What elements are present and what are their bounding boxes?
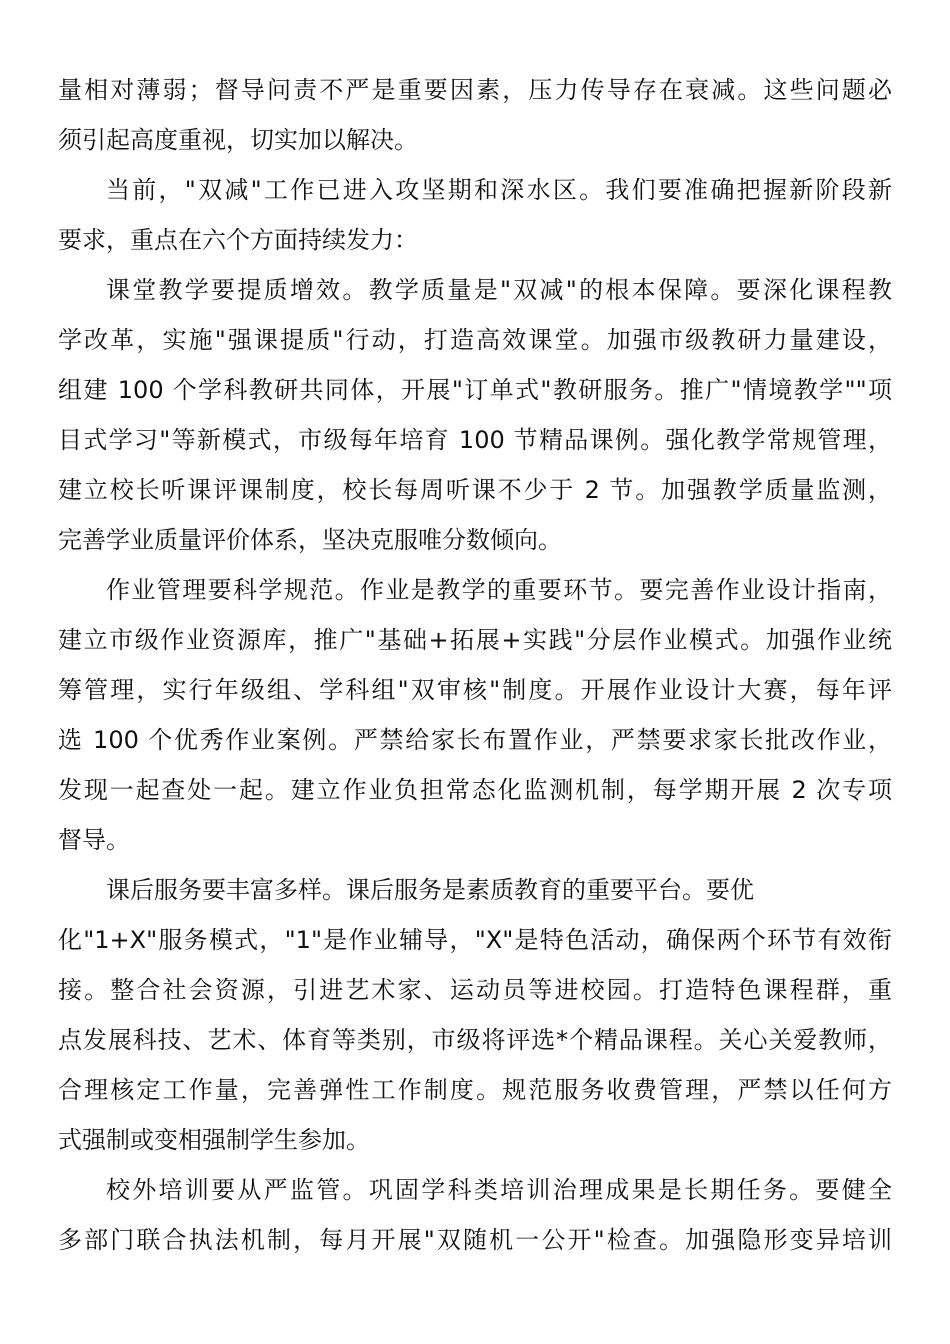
text-line: 接。整合社会资源，引进艺术家、运动员等进校园。打造特色课程群，重 [58,976,892,1004]
text-line: 合理核定工作量，完善弹性工作制度。规范服务收费管理，严禁以任何方 [58,1076,892,1104]
text-line: 筹管理，实行年级组、学科组"双审核"制度。开展作业设计大赛，每年评 [58,676,892,704]
text-line: 组建 100 个学科教研共同体，开展"订单式"教研服务。推广"情境教学""项 [58,376,892,404]
text-line: 完善学业质量评价体系，坚决克服唯分数倾向。 [58,526,562,554]
paragraph-first-line: 当前，"双减"工作已进入攻坚期和深水区。我们要准确把握新阶段新 [106,176,892,204]
paragraph-first-line: 校外培训要从严监管。巩固学科类培训治理成果是长期任务。要健全 [106,1176,892,1204]
document-page [58,65,892,1265]
paragraph-first-line: 课后服务要丰富多样。课后服务是素质教育的重要平台。要优 [106,876,754,904]
text-line: 督导。 [58,826,130,854]
text-line: 量相对薄弱；督导问责不严是重要因素，压力传导存在衰减。这些问题必 [58,76,892,104]
text-line: 选 100 个优秀作业案例。严禁给家长布置作业，严禁要求家长批改作业， [58,726,892,754]
text-line: 式强制或变相强制学生参加。 [58,1126,370,1154]
text-line: 学改革，实施"强课提质"行动，打造高效课堂。加强市级教研力量建设， [58,326,892,354]
text-line: 多部门联合执法机制，每月开展"双随机一公开"检查。加强隐形变异培训 [58,1226,892,1254]
text-line: 化"1+X"服务模式，"1"是作业辅导，"X"是特色活动，确保两个环节有效衔 [58,926,892,954]
paragraph-first-line: 作业管理要科学规范。作业是教学的重要环节。要完善作业设计指南， [106,576,892,604]
text-line: 目式学习"等新模式，市级每年培育 100 节精品课例。强化教学常规管理， [58,426,892,454]
text-line: 须引起高度重视，切实加以解决。 [58,126,418,154]
text-line: 建立校长听课评课制度，校长每周听课不少于 2 节。加强教学质量监测， [58,476,892,504]
text-line: 要求，重点在六个方面持续发力： [58,226,418,254]
text-line: 建立市级作业资源库，推广"基础+拓展+实践"分层作业模式。加强作业统 [58,626,892,654]
text-line: 点发展科技、艺术、体育等类别，市级将评选*个精品课程。关心关爱教师， [58,1026,892,1054]
text-line: 发现一起查处一起。建立作业负担常态化监测机制，每学期开展 2 次专项 [58,776,892,804]
paragraph-first-line: 课堂教学要提质增效。教学质量是"双减"的根本保障。要深化课程教 [106,276,892,304]
